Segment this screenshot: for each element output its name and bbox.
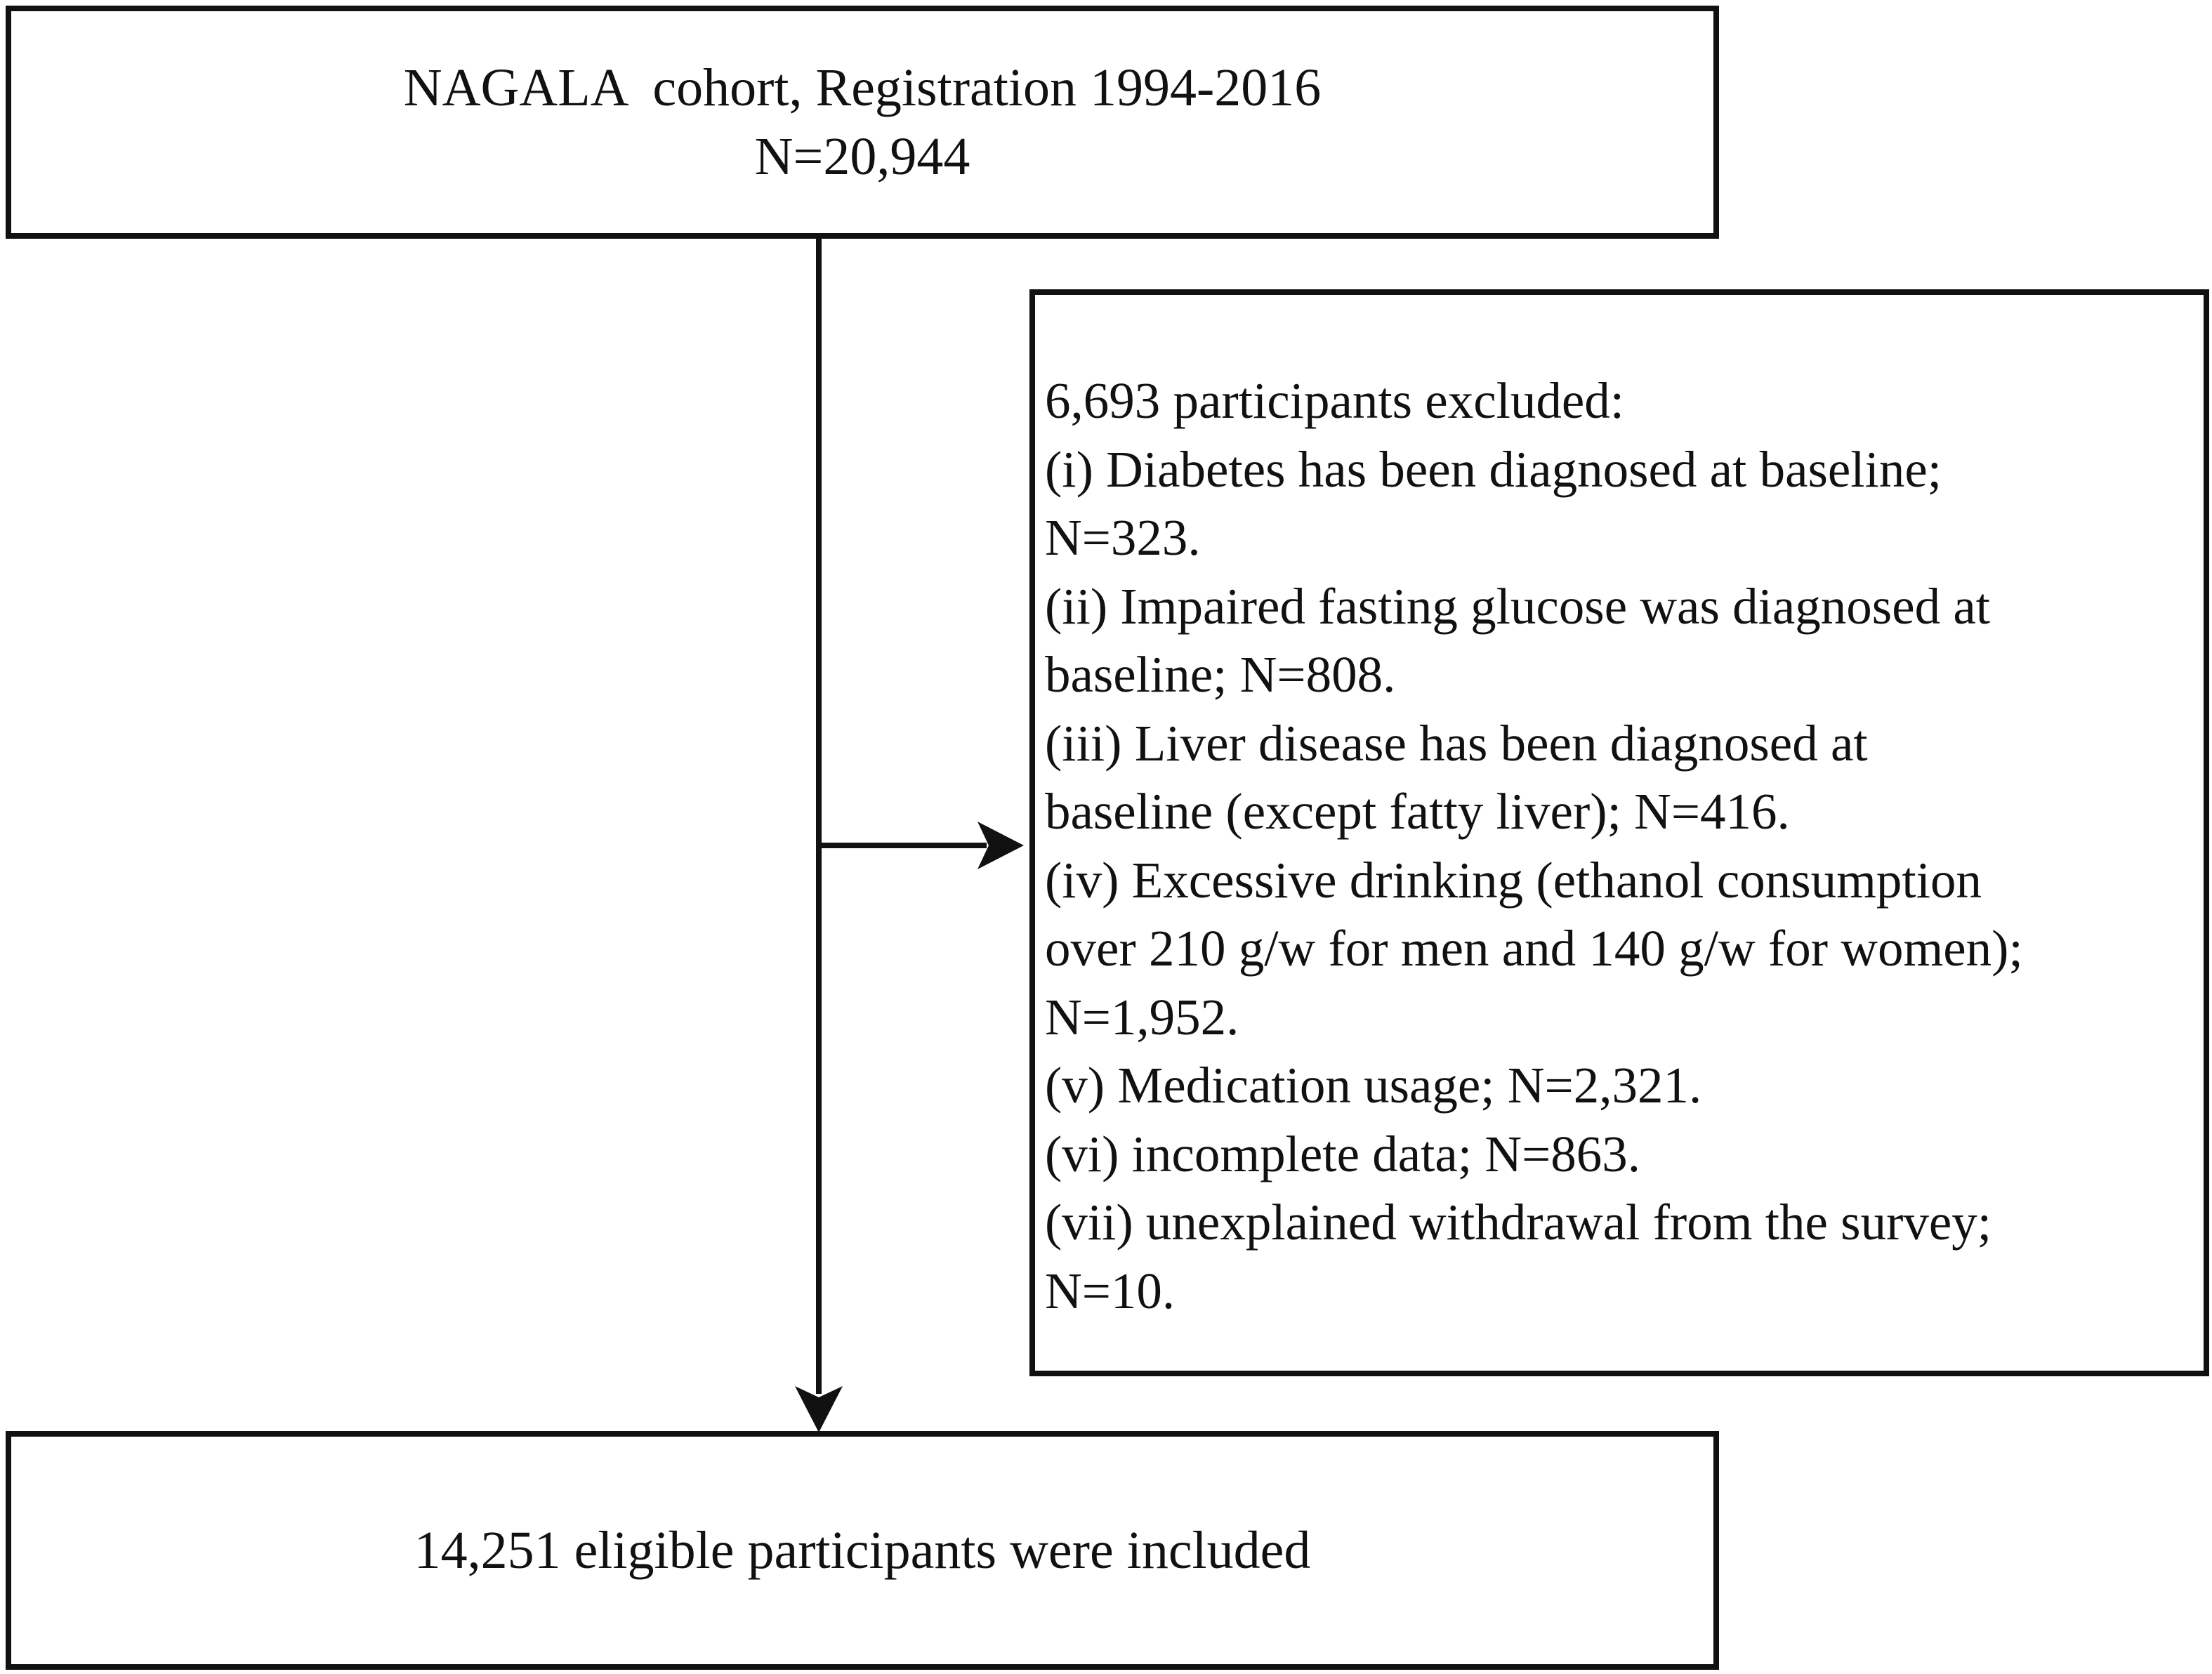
exclusion-line: (iv) Excessive drinking (ethanol consumption (1045, 851, 1982, 909)
exclusion-line: baseline (except fatty liver); N=416. (1045, 783, 1790, 840)
exclusion-line: baseline; N=808. (1045, 646, 1396, 703)
exclusion-line: over 210 g/w for men and 140 g/w for women); (1045, 920, 2023, 977)
exclusion-line: (i) Diabetes has been diagnosed at baseline; (1045, 440, 1942, 498)
exclusion-line: N=1,952. (1045, 988, 1239, 1046)
included-participants-text: 14,251 eligible participants were included (414, 1520, 1311, 1580)
cohort-registration-box (6, 6, 1719, 239)
exclusion-line: N=10. (1045, 1262, 1176, 1319)
down-arrowhead (795, 1386, 843, 1432)
exclusion-line: (v) Medication usage; N=2,321. (1045, 1057, 1702, 1114)
exclusion-line: (ii) Impaired fasting glucose was diagnosed at (1045, 577, 1991, 635)
exclusion-line: 6,693 participants excluded: (1045, 372, 1625, 429)
exclusion-line: (iii) Liver disease has been diagnosed at (1045, 714, 1868, 772)
exclusion-line: (vi) incomplete data; N=863. (1045, 1125, 1640, 1182)
branch-arrowhead (977, 822, 1024, 869)
cohort-count: N=20,944 (754, 127, 970, 186)
exclusion-criteria-box (1029, 289, 2209, 1376)
exclusion-line: (vii) unexplained withdrawal from the survey; (1045, 1194, 1992, 1251)
exclusion-line: N=323. (1045, 509, 1201, 566)
cohort-title: NAGALA cohort, Registration 1994-2016 (403, 58, 1322, 117)
included-participants-box (6, 1431, 1719, 1670)
